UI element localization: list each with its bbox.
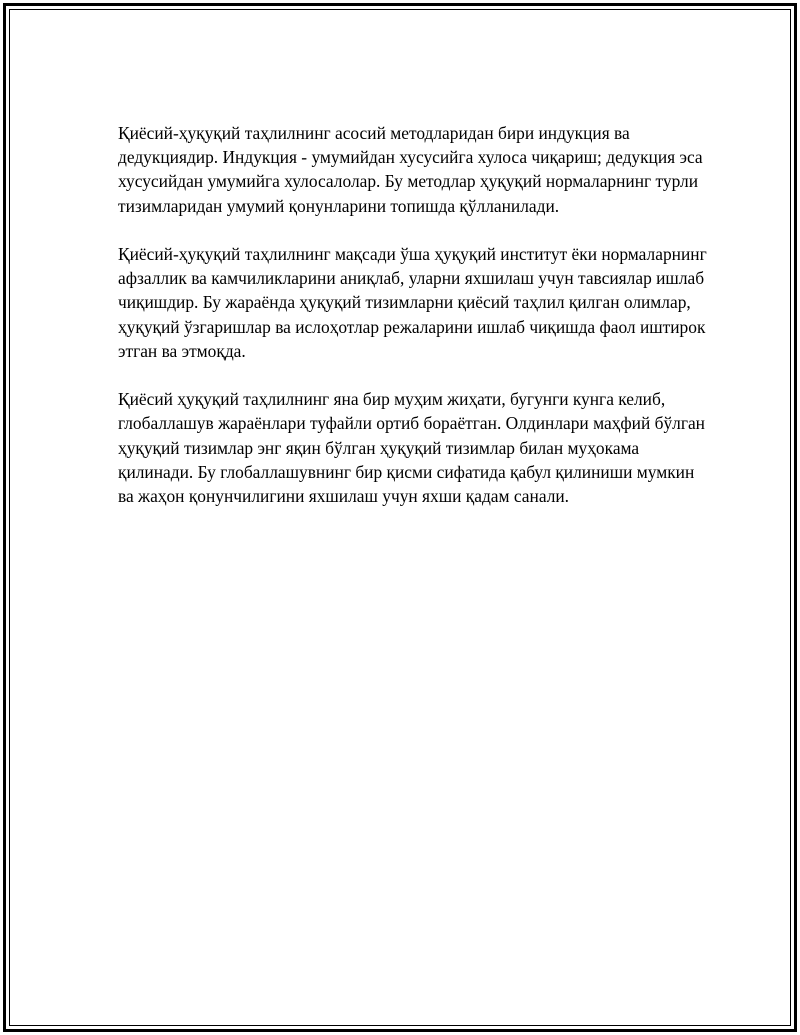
paragraph-3: Қиёсий ҳуқуқий таҳлилнинг яна бир муҳим жиҳати, бугунги кунга келиб, глобаллашув жараёнлари туфайли ортиб бораётган. Олдинлари маҳфий бўлган ҳуқуқий тизимлар энг яқин бўлган ҳуқуқий тизимлар билан муҳокама қилинади. Бу глобаллашувнинг бир қисми сифатида қабул қилиниши мумкин ва жаҳон қонунчилигини яхшилаш учун яхши қадам санали. — [118, 389, 705, 507]
document-body — [118, 121, 708, 532]
paragraph-1: Қиёсий-ҳуқуқий таҳлилнинг асосий методларидан бири индукция ва дедукциядир. Индукция - умумийдан хусусийга хулоса чиқариш; дедукция эса хусусийдан умумийга хулосалолар. Бу методлар ҳуқуқий нормаларнинг турли тизимларидан умумий қонунларини топишда қўлланилади. — [118, 123, 703, 216]
paragraph-2: Қиёсий-ҳуқуқий таҳлилнинг мақсади ўша ҳуқуқий институт ёки нормаларнинг афзаллик ва камчиликларини аниқлаб, уларни яхшилаш учун тавсиялар ишлаб чиқишдир. Бу жараёнда ҳуқуқий тизимларни қиёсий таҳлил қилган олимлар, ҳуқуқий ўзгаришлар ва ислоҳотлар режаларини ишлаб чиқишда фаол иштирок этган ва этмоқда. — [118, 244, 707, 361]
page-border — [3, 3, 797, 1032]
